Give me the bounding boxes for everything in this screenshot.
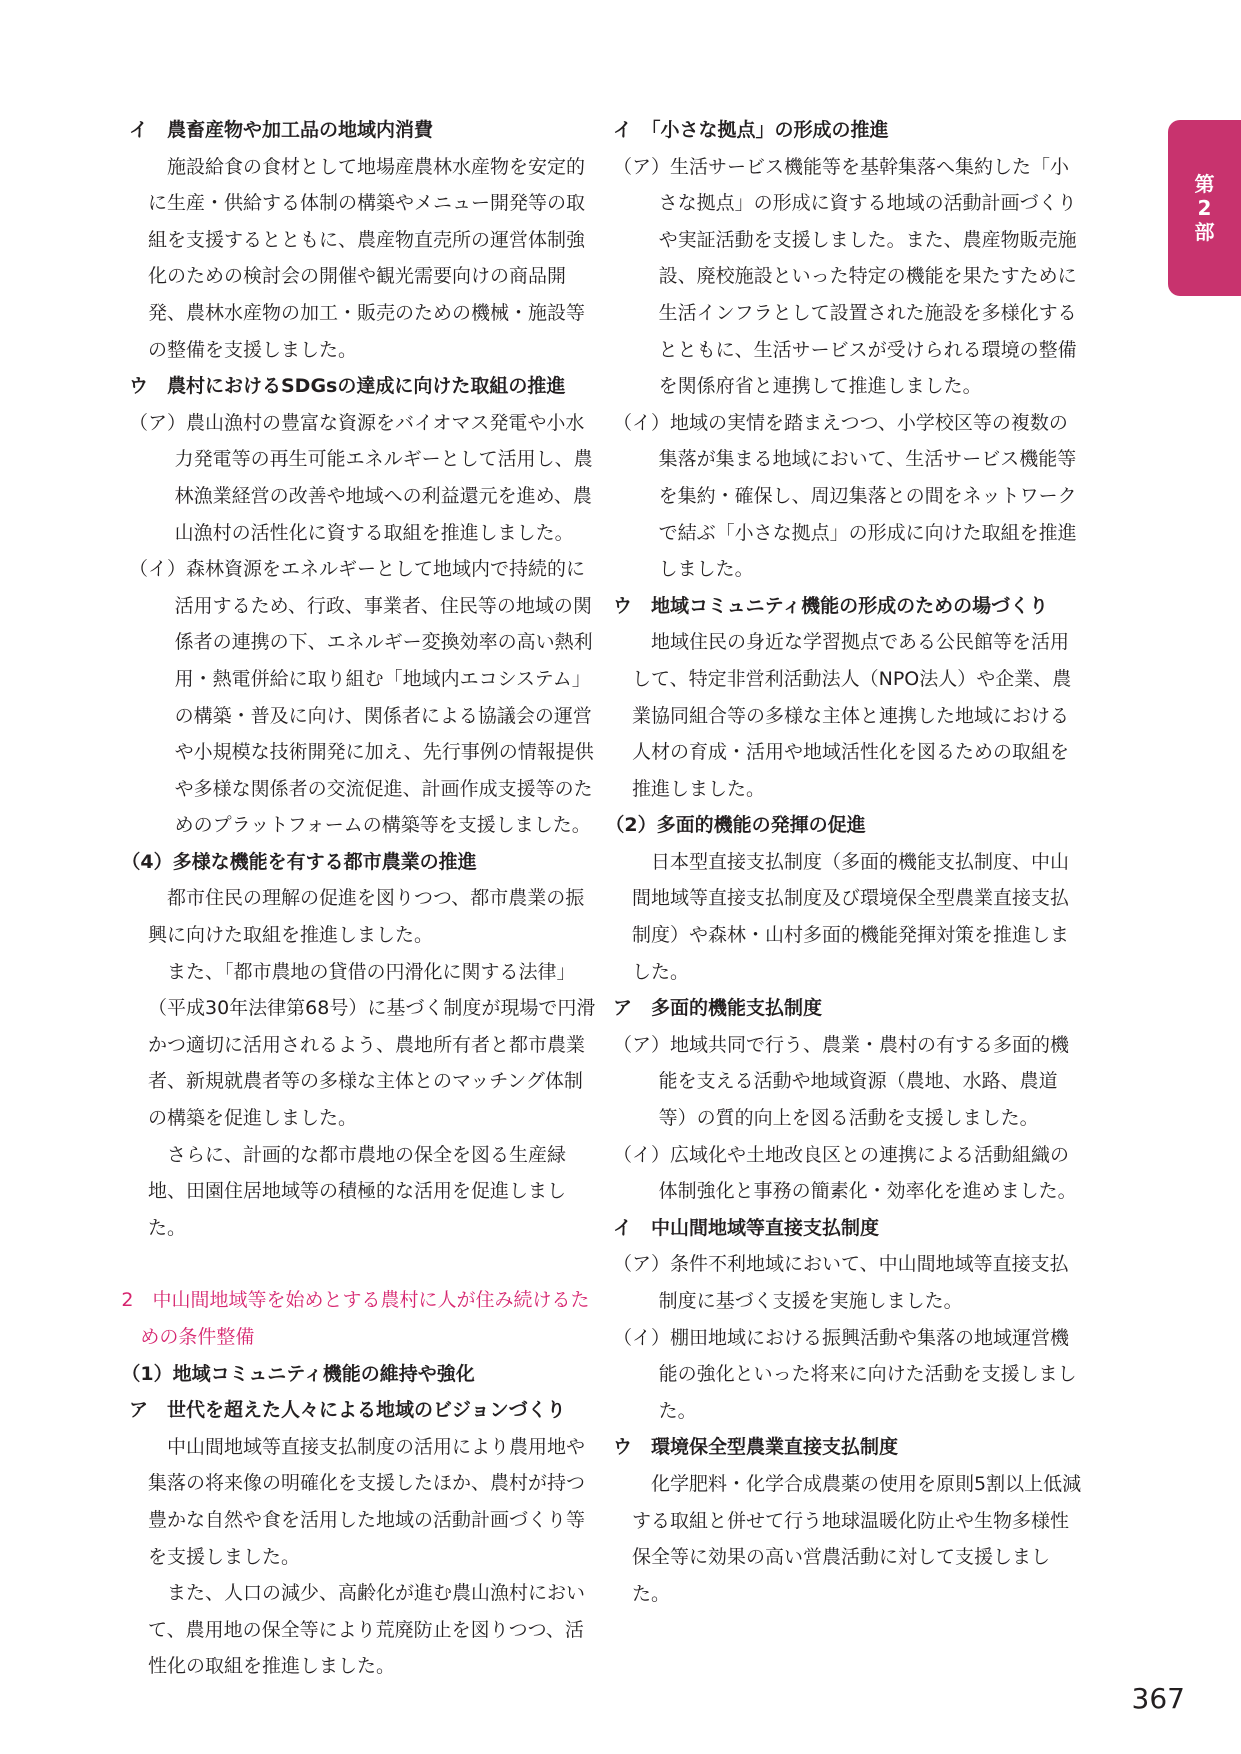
paragraph: （ア）条件不利地域において、中山間地域等直接支払制度に基づく支援を実施しました。 [613,1253,1069,1312]
paragraph: （イ）棚田地域における振興活動や集落の地域運営機能の強化といった将来に向けた活動を支援しました。 [613,1326,1077,1422]
paragraph: （ア）地域共同で行う、農業・農村の有する多面的機能を支える活動や地域資源（農地、水路、農道等）の質的向上を図る活動を支援しました。 [613,1033,1070,1130]
subheading: ア 多面的機能支払制度 [613,997,823,1020]
section-gap [148,1246,600,1282]
subheading: ウ 農村におけるSDGsの達成に向けた取組の推進 [129,375,566,398]
right-column [605,112,1084,1612]
chapter-tab-line1: 第 [1194,172,1215,196]
paragraph: また、「都市農地の貸借の円滑化に関する法律」（平成30年法律第68号）に基づく制度が現場で円滑かつ適切に活用されるよう、農地所有者と都市農業者、新規就農者等の多様な主体とのマッチング体制の構築を促進しました。 [148,960,596,1130]
paragraph: 都市住民の理解の促進を図りつつ、都市農業の振興に向けた取組を推進しました。 [148,887,585,947]
chapter-tab [1168,120,1241,296]
paragraph: （イ）森林資源をエネルギーとして地域内で持続的に活用するため、行政、事業者、住民等の地域の関係者の連携の下、エネルギー変換効率の高い熱利用・熱電併給に取り組む「地域内エコシステム」の構築・普及に向け、関係者による協議会の運営や小規模な技術開発に加え、先行事例の情報提供や多様な関係者の交流促進、計画作成支援等のためのプラットフォームの構築等を支援しました。 [129,558,594,837]
page-number: 367 [1131,1682,1185,1715]
paragraph: 日本型直接支払制度（多面的機能支払制度、中山間地域等直接支払制度及び環境保全型農業直接支払制度）や森林・山村多面的機能発揮対策を推進しました。 [632,850,1070,983]
paragraph: また、人口の減少、高齢化が進む農山漁村において、農用地の保全等により荒廃防止を図りつつ、活性化の取組を推進しました。 [148,1582,586,1678]
subheading: ウ 地域コミュニティ機能の形成のための場づくり [613,594,1049,617]
section-heading: 2 中山間地域等を始めとする農村に人が住み続けるための条件整備 [121,1289,590,1348]
paragraph: （イ）広域化や土地改良区との連携による活動組織の体制強化と事務の簡素化・効率化を進めました。 [613,1143,1077,1203]
paragraph: （イ）地域の実情を踏まえつつ、小学校区等の複数の集落が集まる地域において、生活サービス機能等を集約・確保し、周辺集落との間をネットワークで結ぶ「小さな拠点」の形成に向けた取組を推進しました。 [613,411,1077,581]
chapter-tab-line3: 部 [1194,220,1215,244]
paragraph: さらに、計画的な都市農地の保全を図る生産緑地、田園住居地域等の積極的な活用を促進しました。 [148,1143,567,1239]
subheading: イ 中山間地域等直接支払制度 [613,1216,880,1239]
paragraph: （ア）農山漁村の豊富な資源をバイオマス発電や小水力発電等の再生可能エネルギーとして活用し、農林漁業経営の改善や地域への利益還元を進め、農山漁村の活性化に資する取組を推進しました。 [129,411,593,544]
paragraph: 中山間地域等直接支払制度の活用により農用地や集落の将来像の明確化を支援したほか、農村が持つ豊かな自然や食を活用した地域の活動計画づくり等を支援しました。 [148,1435,586,1568]
subheading: （2）多面的機能の発揮の促進 [605,814,866,837]
paragraph: 施設給食の食材として地場産農林水産物を安定的に生産・供給する体制の構築やメニュー開発等の取組を支援するとともに、農産物直売所の運営体制強化のための検討会の開催や観光需要向けの商品開発、農林水産物の加工・販売のための機械・施設等の整備を支援しました。 [148,155,586,361]
paragraph: 地域住民の身近な学習拠点である公民館等を活用して、特定非営利活動法人（NPO法人）や企業、農業協同組合等の多様な主体と連携した地域における人材の育成・活用や地域活性化を図るための取組を推進しました。 [632,631,1072,800]
subheading: （1）地域コミュニティ機能の維持や強化 [121,1362,475,1385]
chapter-tab-line2: 2 [1197,196,1212,220]
paragraph: 化学肥料・化学合成農薬の使用を原則5割以上低減する取組と併せて行う地球温暖化防止や生物多様性保全等に効果の高い営農活動に対して支援しました。 [632,1472,1082,1605]
subheading: イ 「小さな拠点」の形成の推進 [613,119,889,141]
subheading: イ 農畜産物や加工品の地域内消費 [129,119,434,141]
subheading: ア 世代を超えた人々による地域のビジョンづくり [129,1399,566,1422]
left-column [121,112,600,1685]
subheading: （4）多様な機能を有する都市農業の推進 [121,850,477,873]
subheading: ウ 環境保全型農業直接支払制度 [613,1436,899,1459]
paragraph: （ア）生活サービス機能等を基幹集落へ集約した「小さな拠点」の形成に資する地域の活動計画づくりや実証活動を支援しました。また、農産物販売施設、廃校施設といった特定の機能を果たすために生活インフラとして設置された施設を多様化するとともに、生活サービスが受けられる環境の整備を関係府省と連携して推進しました。 [613,155,1077,398]
